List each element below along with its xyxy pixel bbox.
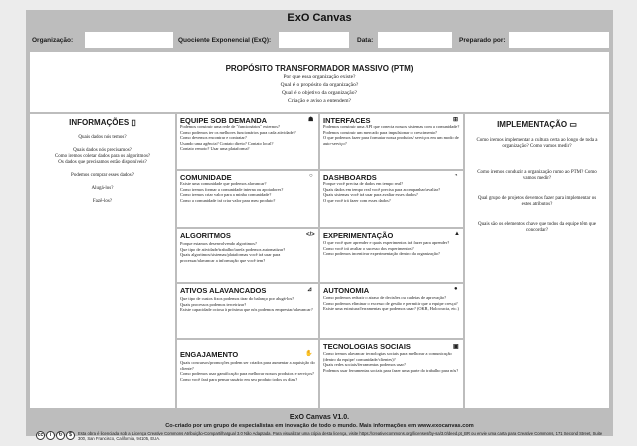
organization-label: Organização: bbox=[32, 37, 74, 44]
hand-icon: ● bbox=[454, 286, 458, 292]
informacoes-question: Como iremos coletar dados para os algoritmos? bbox=[54, 154, 151, 159]
informacoes-question: Podemos comprar esses dados? bbox=[71, 173, 134, 178]
implementacao-question: Quais são os elementos chave que todos da equipe têm que concordar? bbox=[477, 222, 597, 233]
mtp-question: Criação e aviso a entendem? bbox=[288, 98, 351, 104]
informacoes-question: Quais dados nós precisamos? bbox=[73, 148, 132, 153]
comunidade-text: Existe uma comunidade que podemos alavancar? Como iremos formar a comunidade interna ou apoiadores? Como iremos criar valor para a minha comunidade? Como a comunidade irá criar valor para meu produto? bbox=[180, 181, 284, 203]
implementacao-question: Qual grupo de projetos devemos fazer para implementar os estes atributos? bbox=[477, 196, 597, 207]
sa-icon: ↻ bbox=[56, 431, 65, 440]
implementacao-question: Como iremos conduzir a organização rumo ao PTM? Como vamos medir? bbox=[477, 170, 597, 181]
gauge-icon: ◔ bbox=[454, 173, 458, 179]
date-label: Data: bbox=[357, 37, 374, 44]
chat-icon: ▣ bbox=[453, 344, 459, 350]
engajamento-text: Quais concursos/promoções podem ser criados para aumentar a aquisição do cliente? Como podemos usar gamificação para melhorar nossos produtos e serviços? Como você fará para pensar usuário em seu produto todos os dias? bbox=[180, 360, 315, 382]
informacoes-question: Os dados que precisamos estão disponíveis? bbox=[58, 160, 147, 165]
document-icon: ▯ bbox=[131, 118, 136, 127]
nc-icon: $ bbox=[66, 431, 75, 440]
informacoes-question: Alugá-los? bbox=[91, 186, 114, 191]
mtp-title: PROPÓSITO TRANSFORMADOR MASSIVO (PTM) bbox=[225, 64, 414, 73]
screen-icon: ▭ bbox=[569, 120, 577, 129]
informacoes-title: INFORMAÇÕES ▯ bbox=[69, 118, 136, 127]
organization-field[interactable] bbox=[85, 32, 173, 48]
ativos-title: ATIVOS ALAVANCADOS bbox=[180, 286, 267, 295]
handshake-icon: ✋ bbox=[305, 351, 313, 357]
mtp-question: Qual é o objetivo da organização? bbox=[282, 90, 357, 96]
dashboards-text: Porque você precisa de dados em tempo real? Quais dados em tempo real você precisa para acompanhar/avaliar? Quais sistemas você irá usar para avaliar esses dados? O que você irá fazer com esses dados? bbox=[323, 181, 441, 203]
date-field[interactable] bbox=[378, 32, 452, 48]
canvas-title: ExO Canvas bbox=[287, 12, 352, 24]
footer-version: ExO Canvas V1.0. bbox=[289, 414, 350, 421]
implementacao-box[interactable] bbox=[465, 114, 609, 408]
algoritmos-text: Porque estamos desenvolvendo algoritmos? Que tipo de atividade/trabalho/tarefa podemos automatizar? Quais algoritmos/sistemas/plataformas você irá usar para processar/alavancar a informação que você tem? bbox=[180, 241, 286, 263]
equipe-text: Podemos construir uma rede de "funcionários" externos? Como podemos ter os melhores funcionários para cada atividade? Como devemos encontrar e contratar? Usando uma agência? Contato direto? Contato local? Contato remoto? Usar uma plataforma? bbox=[180, 124, 296, 152]
comunidade-title: COMUNIDADE bbox=[180, 173, 232, 182]
informacoes-question: Quais dados nós temos? bbox=[78, 135, 127, 140]
tecnologias-title: TECNOLOGIAS SOCIAIS bbox=[323, 342, 411, 351]
dashboards-title: DASHBOARDS bbox=[323, 173, 377, 182]
informacoes-question: Fazê-los? bbox=[92, 199, 113, 204]
equipe-title: EQUIPE SOB DEMANDA bbox=[180, 116, 268, 125]
footer-credit: Co-criado por um grupo de especialistas em inovação de todo o mundo. Mais informações em www.exocanvas.com bbox=[165, 423, 474, 429]
interfaces-text: Podemos construir uma API que conecta nossos sistemas com a comunidade? Podemos construir um mercado para impulsionar o crescimento? O que podemos fazer para formatar nossa produtos/ serviços em um modo de auto-serviço? bbox=[323, 124, 460, 146]
experimentacao-title: EXPERIMENTAÇÃO bbox=[323, 231, 394, 240]
engajamento-title: ENGAJAMENTO bbox=[180, 350, 239, 359]
implementacao-question: Como iremos implementar a cultura certa ao longo de toda a organização? Como vamos medir? bbox=[476, 138, 598, 149]
lightbulb-icon: ○ bbox=[309, 173, 313, 179]
experimentacao-text: O que você quer aprender e quais experimentos irá fazer para aprender? Como você irá avaliar o sucesso dos experimentos? Como podemos incentivar experimentação dentro da organização? bbox=[323, 240, 450, 257]
chart-icon: ⊿ bbox=[307, 287, 313, 293]
interfaces-title: INTERFACES bbox=[323, 116, 371, 125]
prepared-by-field[interactable] bbox=[509, 32, 609, 48]
prepared-by-label: Preparado por: bbox=[459, 37, 506, 44]
cc-icon: cc bbox=[37, 432, 44, 438]
implementacao-title: IMPLEMENTAÇÃO ▭ bbox=[497, 120, 577, 129]
interface-icon: ⊞ bbox=[453, 117, 459, 123]
group-icon: ☗ bbox=[308, 117, 314, 123]
license-icons bbox=[36, 431, 75, 440]
exq-label: Quociente Exponencial (ExQ): bbox=[178, 37, 272, 44]
by-icon: i bbox=[46, 431, 55, 440]
autonomia-text: Como podemos reduzir o atraso de decisões ou cadeias de aprovação? Como podemos eliminar o excesso de gestão e permitir que a equipe cresça? Existe uma estrutura/ferramentas que podemos usar? (OKR, Holocracia, etc.) bbox=[323, 295, 459, 312]
exo-canvas bbox=[26, 10, 613, 441]
mtp-question: Qual é o propósito da organização? bbox=[280, 82, 359, 88]
algoritmos-title: ALGORITMOS bbox=[180, 231, 231, 240]
license-text: Esta obra é licenciada sob a Licença Creative Commons Atribuição-CompartilhaIgual 3.0 Não Adaptada. Para visualizar uma cópia desta licença, visite https://creativecommons.org/licenses/by-sa/3.0/deed.pt_BR ou envie uma carta para Creative Commons, 171 Second Street, Suite 300, San Francisco, California, 94105, EUA. bbox=[78, 431, 603, 441]
flask-icon: ▲ bbox=[454, 231, 460, 237]
ativos-text: Que tipo de custos fixos podemos tirar do balanço por alugá-los? Quais processos podemos terceirizar? Existe capacidade ociosa à próxima que nós podemos emprestar/alavancar? bbox=[180, 296, 313, 313]
tecnologias-text: Como iremos alavancar tecnologias sociais para melhorar a comunicação (dentro da equipe/ comunidade/clientes)? Quais redes sociais/ferramentas podemos usar? Podemos usar ferramentas sociais para fazer uma parte do trabalho para nós? bbox=[323, 351, 459, 373]
autonomia-title: AUTONOMIA bbox=[323, 286, 370, 295]
code-icon: </> bbox=[306, 232, 315, 238]
mtp-question: Por que essa organização existe? bbox=[283, 74, 356, 80]
exq-field[interactable] bbox=[279, 32, 349, 48]
